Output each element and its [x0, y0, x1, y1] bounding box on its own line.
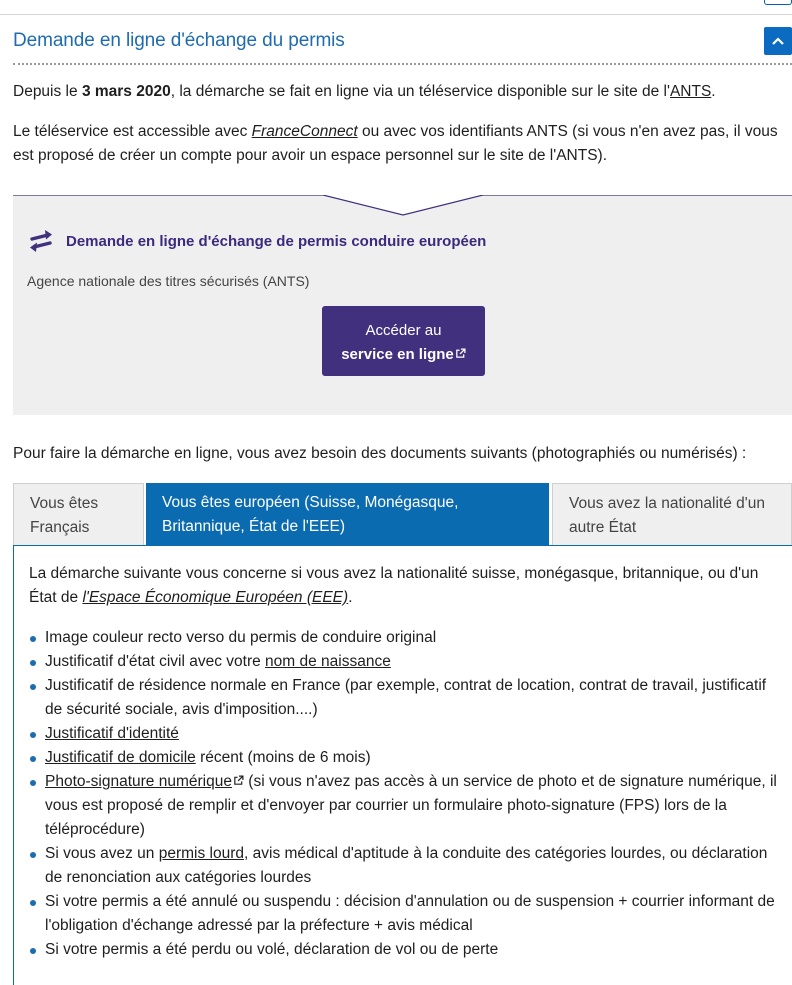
list-item: Photo-signature numérique (si vous n'avez pas accès à un service de photo et de signature numérique, il vous est proposé de remplir et d'envoyer par courrier un formulaire photo-signature (FPS) lors de la téléprocédure)	[29, 770, 784, 842]
date-highlight: 3 mars 2020	[81, 83, 171, 100]
ants-abbreviation: ANTS	[669, 83, 712, 100]
documents-intro: Pour faire la démarche en ligne, vous avez besoin des documents suivants (photographiés ou numérisés) :	[13, 445, 747, 462]
tab-francais[interactable]: Vous êtes Français	[13, 483, 144, 546]
section-header[interactable]	[13, 27, 792, 67]
tab-europeen[interactable]: Vous êtes européen (Suisse, Monégasque, Britannique, État de l'EEE)	[146, 483, 549, 546]
documents-list	[29, 626, 784, 962]
exchange-arrows-icon	[28, 229, 54, 253]
eee-link[interactable]: l'Espace Économique Européen (EEE)	[82, 589, 349, 606]
list-item: Si votre permis a été perdu ou volé, déclaration de vol ou de perte	[29, 938, 784, 962]
list-item	[29, 722, 784, 746]
justificatif-domicile-link[interactable]: Justificatif de domicile	[45, 749, 196, 766]
nom-de-naissance-link[interactable]: nom de naissance	[265, 653, 391, 670]
photo-signature-link[interactable]: Photo-signature numérique	[45, 773, 232, 790]
service-title: Demande en ligne d'échange de permis conduire européen	[66, 233, 487, 250]
justificatif-identite-link[interactable]: Justificatif d'identité	[45, 725, 179, 742]
list-item: Si vous avez un permis lourd, avis médical d'aptitude à la conduite des catégories lourdes, ou déclaration de renonciation aux catégories lourdes	[29, 842, 784, 890]
service-button-line1: Accéder au	[365, 322, 442, 339]
permis-lourd-link[interactable]: permis lourd	[158, 845, 245, 862]
external-link-icon	[233, 775, 244, 786]
tab-autre-etat[interactable]: Vous avez la nationalité d'un autre État	[552, 483, 792, 546]
access-online-service-button[interactable]	[322, 306, 485, 376]
previous-section-toggle[interactable]	[764, 0, 792, 5]
list-item: Justificatif d'état civil avec votre nom de naissance	[29, 650, 784, 674]
franceconnect-link[interactable]: FranceConnect	[251, 123, 358, 140]
service-organization: Agence nationale des titres sécurisés (ANTS)	[27, 273, 310, 289]
list-item: Image couleur recto verso du permis de conduire original	[29, 626, 784, 650]
external-link-icon	[455, 348, 466, 359]
section-divider	[13, 63, 792, 65]
chevron-up-icon	[771, 36, 785, 46]
tab-panel-europeen	[13, 545, 792, 985]
intro-paragraph-date: Depuis le 3 mars 2020, la démarche se fait en ligne via un téléservice disponible sur le site de l'ANTS.	[13, 83, 716, 100]
service-box-notch	[13, 195, 792, 217]
section-title: Demande en ligne d'échange du permis	[13, 30, 345, 51]
collapse-button[interactable]	[764, 27, 792, 55]
service-button-line2: service en ligne	[341, 346, 454, 363]
top-divider	[0, 14, 792, 15]
online-service-box	[13, 195, 792, 415]
list-item: Justificatif de domicile récent (moins de 6 mois)	[29, 746, 784, 770]
list-item: Justificatif de résidence normale en France (par exemple, contrat de location, contrat de travail, justificatif de sécurité sociale, avis d'imposition....)	[29, 674, 784, 722]
nationality-tabs	[13, 483, 792, 546]
intro-paragraph-access: Le téléservice est accessible avec FranceConnect ou avec vos identifiants ANTS (si vous n'en avez pas, il vous est proposé de créer un compte pour avoir un espace personnel sur le site de l'ANTS).	[13, 123, 778, 164]
list-item: Si votre permis a été annulé ou suspendu : décision d'annulation ou de suspension + courrier informant de l'obligation d'échange adressé par la préfecture + avis médical	[29, 890, 784, 938]
panel-intro: La démarche suivante vous concerne si vous avez la nationalité suisse, monégasque, britannique, ou d'un État de l'Espace Économique Européen (EEE).	[29, 565, 759, 606]
